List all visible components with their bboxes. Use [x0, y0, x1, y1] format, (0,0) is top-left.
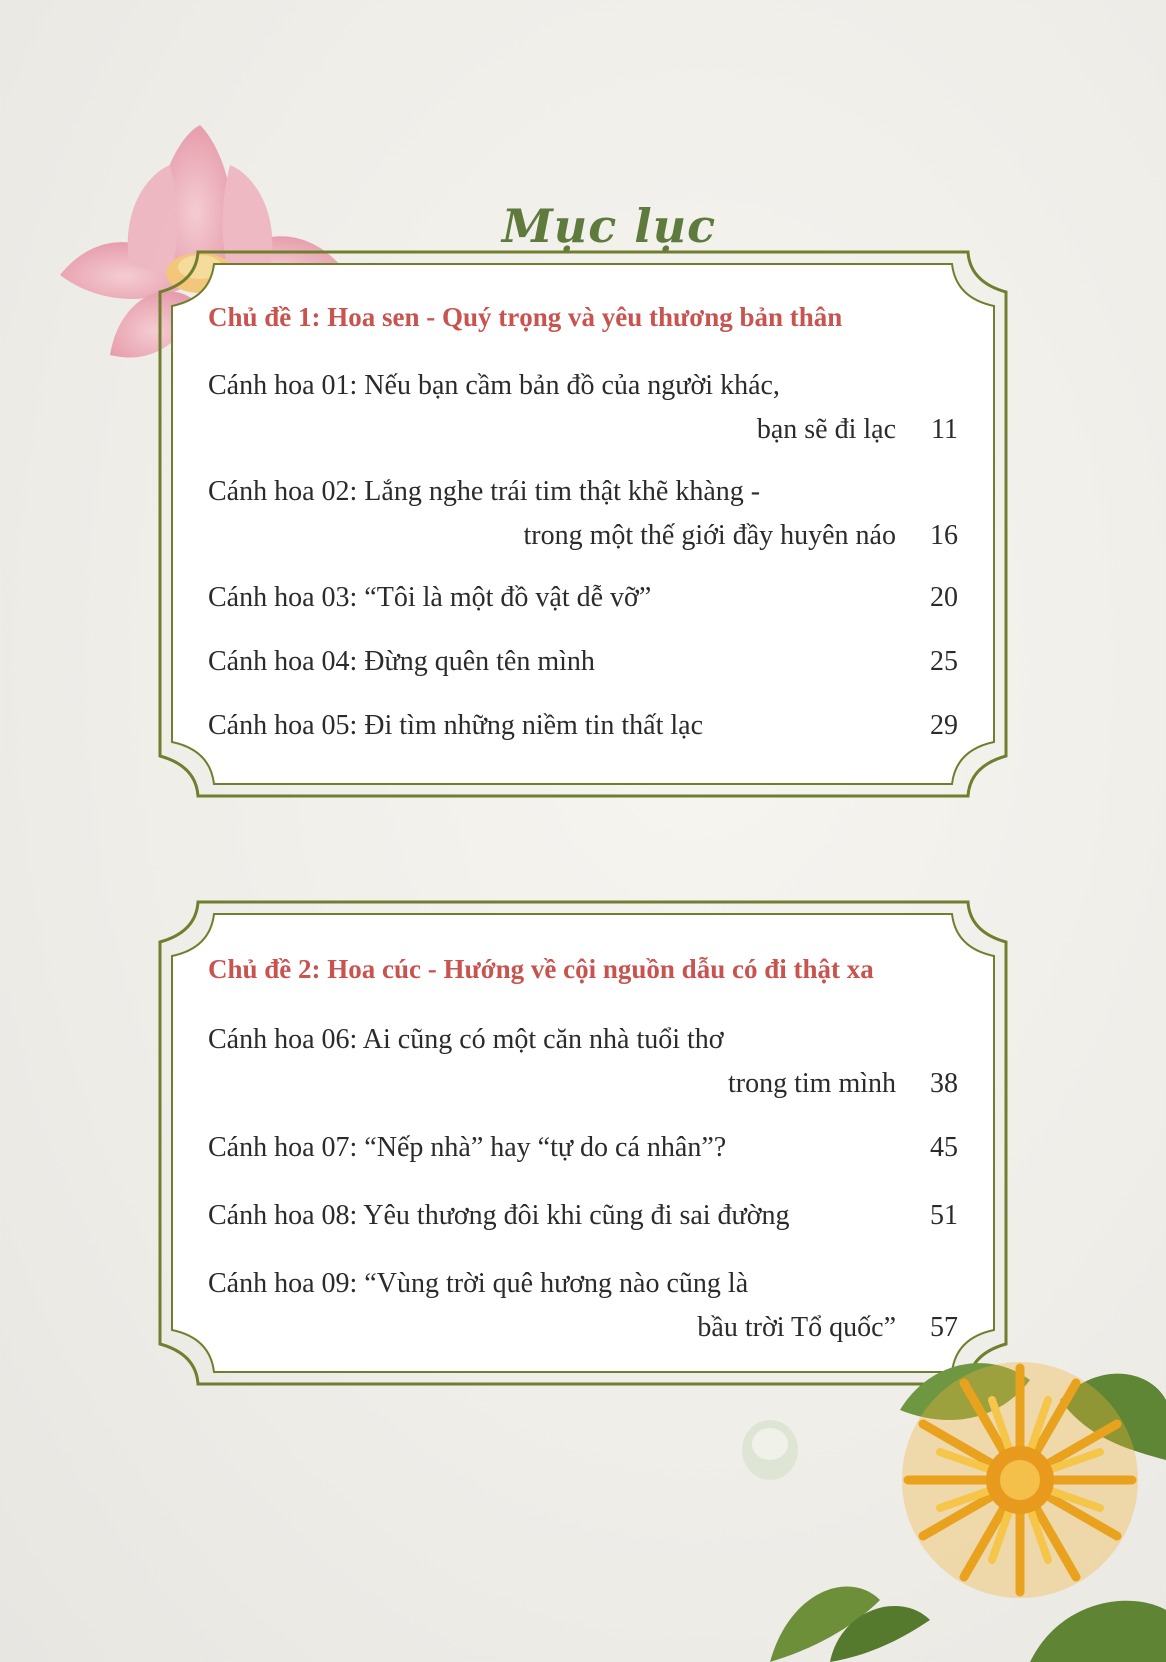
page-number: 16 [930, 520, 958, 551]
toc-entry-01[interactable] [208, 364, 958, 445]
page-number: 25 [930, 646, 958, 677]
section-heading: Chủ đề 1: Hoa sen - Quý trọng và yêu thương bản thân [208, 302, 843, 332]
toc-entry-08[interactable] [208, 1194, 958, 1238]
page-number: 11 [931, 414, 958, 445]
entry-title: Cánh hoa 04: Đừng quên tên mình [208, 646, 595, 677]
toc-entry-07[interactable] [208, 1126, 958, 1170]
toc-entry-03[interactable] [208, 576, 958, 620]
section-frame-2 [158, 900, 1008, 1386]
page-number: 51 [930, 1200, 958, 1231]
entry-title: Cánh hoa 09: “Vùng trời quê hương nào cũng là [208, 1268, 749, 1299]
entry-title-continued: trong tim mình [728, 1068, 896, 1099]
page-number: 57 [930, 1312, 958, 1343]
entry-title: Cánh hoa 02: Lắng nghe trái tim thật khẽ khàng - [208, 476, 761, 507]
entry-title-continued: bầu trời Tổ quốc” [697, 1312, 896, 1343]
page-title: Mục lục [501, 198, 717, 253]
toc-entry-09[interactable] [208, 1262, 958, 1343]
entry-title: Cánh hoa 07: “Nếp nhà” hay “tự do cá nhân”? [208, 1132, 727, 1163]
entry-title: Cánh hoa 05: Đi tìm những niềm tin thất lạc [208, 710, 703, 741]
entry-title: Cánh hoa 01: Nếu bạn cầm bản đồ của người khác, [208, 370, 780, 401]
toc-entry-06[interactable] [208, 1018, 958, 1099]
entry-title: Cánh hoa 08: Yêu thương đôi khi cũng đi sai đường [208, 1200, 790, 1231]
entry-title: Cánh hoa 03: “Tôi là một đồ vật dễ vỡ” [208, 582, 652, 613]
page-number: 20 [930, 582, 958, 613]
toc-entry-04[interactable] [208, 640, 958, 684]
page-number: 38 [930, 1068, 958, 1099]
page-number: 29 [930, 710, 958, 741]
entry-title-continued: trong một thế giới đầy huyên náo [523, 520, 896, 551]
entry-title-continued: bạn sẽ đi lạc [756, 414, 896, 445]
section-frame-1 [158, 250, 1008, 798]
toc-entry-02[interactable] [208, 470, 958, 551]
entry-title: Cánh hoa 06: Ai cũng có một căn nhà tuổi thơ [208, 1024, 724, 1055]
chrysanthemum-flower-illustration [730, 1340, 1166, 1662]
page-number: 45 [930, 1132, 958, 1163]
section-heading: Chủ đề 2: Hoa cúc - Hướng về cội nguồn dẫu có đi thật xa [208, 954, 874, 984]
toc-entry-05[interactable] [208, 704, 958, 748]
